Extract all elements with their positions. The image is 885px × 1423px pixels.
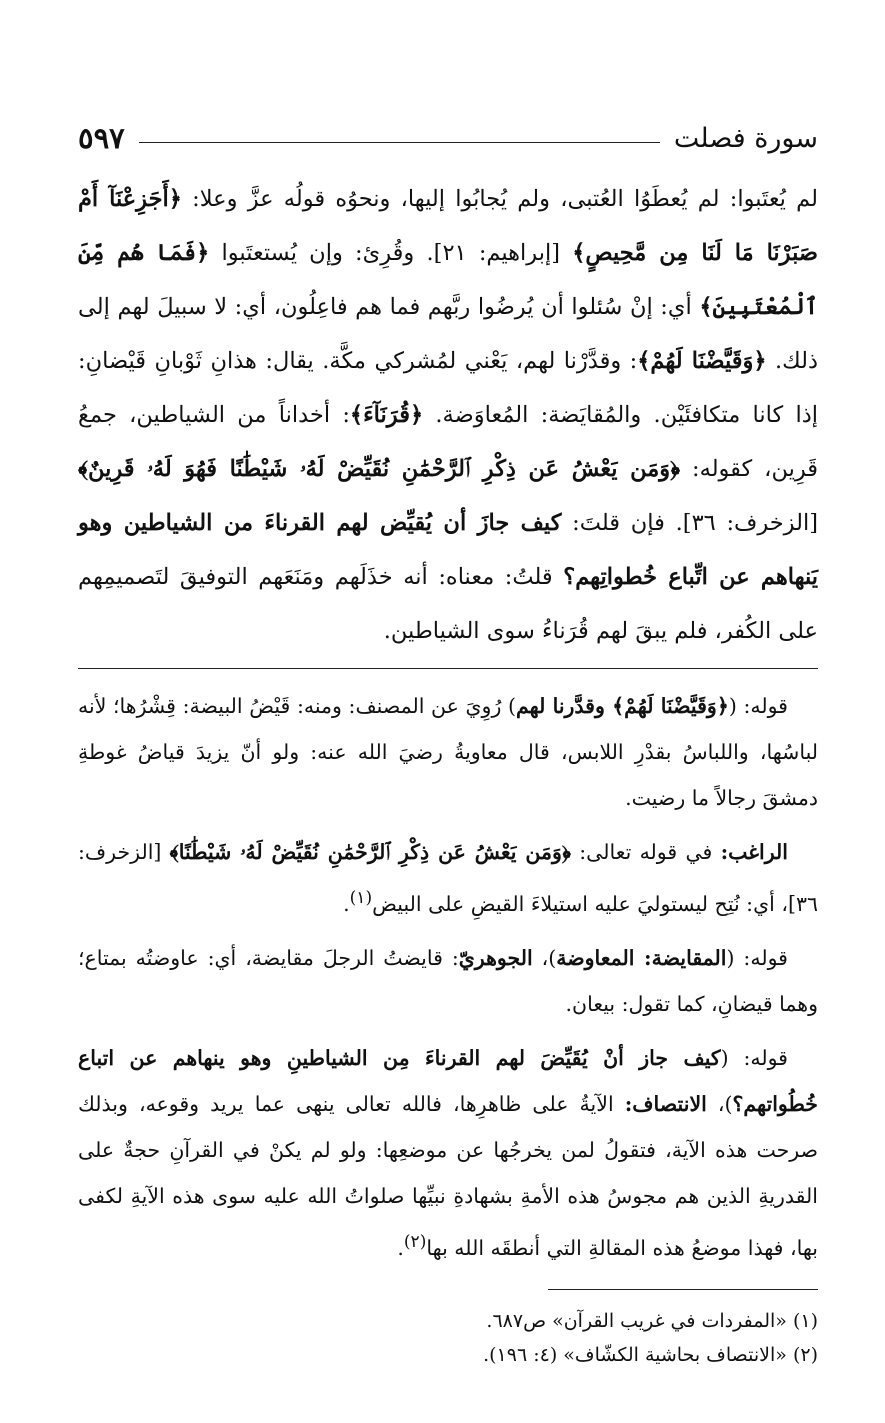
- page-number: ٥٩٧: [78, 121, 125, 155]
- main-text: [78, 172, 818, 658]
- main-text-segment: : وقدَّرْنا لهم، يَعْني لمُشركي مكَّة. يقال: هذانِ ثَوْبانِ قَيْضانِ: إذا كانا متكافئَيْن. والمُقايَضة: المُعاوَضة.: [78, 348, 818, 428]
- note-text: [الزخرف: ٣٦]، أي: نُتِح ليستوليَ عليه استيلاءَ القيضِ على البيض: [78, 840, 818, 916]
- note-text: )،: [532, 945, 557, 970]
- surah-title: سورة فصلت: [673, 122, 818, 154]
- quran-quote: ﴿وَمَن يَعْشُ عَن ذِكْرِ ٱلرَّحْمَٰنِ نُقَيِّضْ لَهُۥ شَيْطَٰنًا فَهُوَ لَهُۥ قَرِينٌ﴾: [78, 456, 681, 482]
- header-rule: [139, 142, 660, 143]
- commentary-separator: [78, 668, 818, 669]
- footnote: (١) «المفردات في غريب القرآن» ص٦٨٧.: [486, 1309, 818, 1332]
- note-source: الانتصاف:: [624, 1091, 707, 1116]
- main-text-segment: [الزخرف: ٣٦]. فإن قلتَ:: [561, 510, 818, 536]
- note-text: .: [397, 1235, 404, 1260]
- question-bold: كيف جازَ أن يُقيِّض لهم القرناءَ من الشياطين وهو يَنهاهم عن اتِّباع خُطواتِهم؟: [78, 510, 819, 590]
- running-header: [78, 118, 818, 158]
- main-text-segment: قلتُ: معناه: أنه خذَلَهم ومَنَعَهم التوفيقَ لتَصميمِهم على الكُفر، فلم يبقَ لهم قُرَناءُ سوى الشياطين.: [78, 564, 818, 644]
- commentary-note: [78, 935, 818, 1027]
- commentary-note: [78, 1035, 818, 1271]
- note-source: الراغب:: [720, 840, 788, 864]
- commentary: [78, 683, 818, 1271]
- note-lemma: ﴿وَقَيَّضْنَا لَهُمْ﴾ وقدَّرنا لهم: [515, 694, 729, 718]
- footnote-ref[interactable]: (٢): [403, 1231, 427, 1252]
- footnote-ref[interactable]: (١): [349, 888, 373, 908]
- main-text-segment: : أخداناً من الشياطين، جمعُ قَرِين، كقوله:: [78, 402, 819, 482]
- quran-quote: ﴿وَمَن يَعْشُ عَن ذِكْرِ ٱلرَّحْمَٰنِ نُقَيِّضْ لَهُۥ شَيْطَٰنًا﴾: [169, 840, 571, 864]
- note-lemma: المقايضة: المعاوضة: [556, 945, 727, 970]
- quran-quote: ﴿فَمَا هُم مِّنَ ٱلْمُعْتَبِينَ﴾: [78, 240, 818, 320]
- note-source: الجوهريّ: [458, 945, 533, 970]
- quran-quote: ﴿قُرَنَآءَ﴾: [349, 402, 424, 428]
- note-text: )،: [706, 1091, 733, 1116]
- note-text: .: [343, 891, 350, 916]
- note-text: : قايضتُ الرجلَ مقايضة، أي: عاوضتُه بمتاع؛ وهما قيضانِ، كما تقول: بيعان.: [78, 945, 818, 1016]
- note-lemma: كيف جاز أنْ يُقَيِّضَ لهم القرناءَ مِن الشياطينِ وهو ينهاهم عن اتباع خُطُواتهم؟: [78, 1045, 818, 1116]
- note-text: قوله: (: [720, 1045, 788, 1070]
- page: [78, 118, 818, 1372]
- quran-quote: ﴿أَجَزِعْنَآ أَمْ صَبَرْنَا مَا لَنَا مِن مَّحِيصٍ﴾: [78, 186, 818, 266]
- note-text: الآيةُ على ظاهرِها، فالله تعالى ينهى عما يريد وقوعه، وبذلك صرحت هذه الآية، فتقولُ لمن يخرجُها عن موضعِها: ولو لم يكنْ في القرآنِ حجةٌ على القدريةِ الذين هم مجوسُ هذه الأمةِ بشهادةِ نبيِّها صلواتُ الله عليه سوى هذه الآيةِ لكفى بها، فهذا موضعُ هذه المقالةِ التي أنطقَه الله بها: [78, 1091, 818, 1260]
- footnote: (٢) «الانتصاف بحاشية الكشّاف» (٤: ١٩٦).: [483, 1343, 818, 1366]
- note-text: ) رُوِيَ عن المصنف: ومنه: قَيْضُ البيضة: قِشْرُها؛ لأنه لباسُها، واللباسُ بقدْرِ اللابس، قال معاويةُ رضيَ الله عنه: ولو أنّ يزيدَ قياضُ غوطةِ دمشقَ رجالاً ما رضيت.: [78, 694, 818, 810]
- footnote-rule: [548, 1289, 818, 1290]
- commentary-note: [78, 683, 818, 821]
- note-text: قوله: (: [728, 694, 788, 718]
- main-text-segment: أي: إنْ سُئلوا أن يُرضُوا ربَّهم فما هم فاعِلُون، أي: لا سبيلَ لهم إلى ذلك.: [78, 294, 819, 374]
- quran-quote: ﴿وَقَيَّضْنَا لَهُمْ﴾: [637, 348, 767, 374]
- commentary-note: [78, 829, 818, 927]
- note-text: في قوله تعالى:: [570, 840, 721, 864]
- note-text: قوله: (: [726, 945, 788, 970]
- main-text-segment: لم يُعتَبوا: لم يُعطَوُا العُتبى، ولم يُجابُوا إليها، ونحوُه قولُه عزَّ وعلا:: [181, 186, 819, 212]
- main-text-segment: [إبراهيم: ٢١]. وقُرِئ: وإن يُستعتَبوا: [209, 240, 573, 266]
